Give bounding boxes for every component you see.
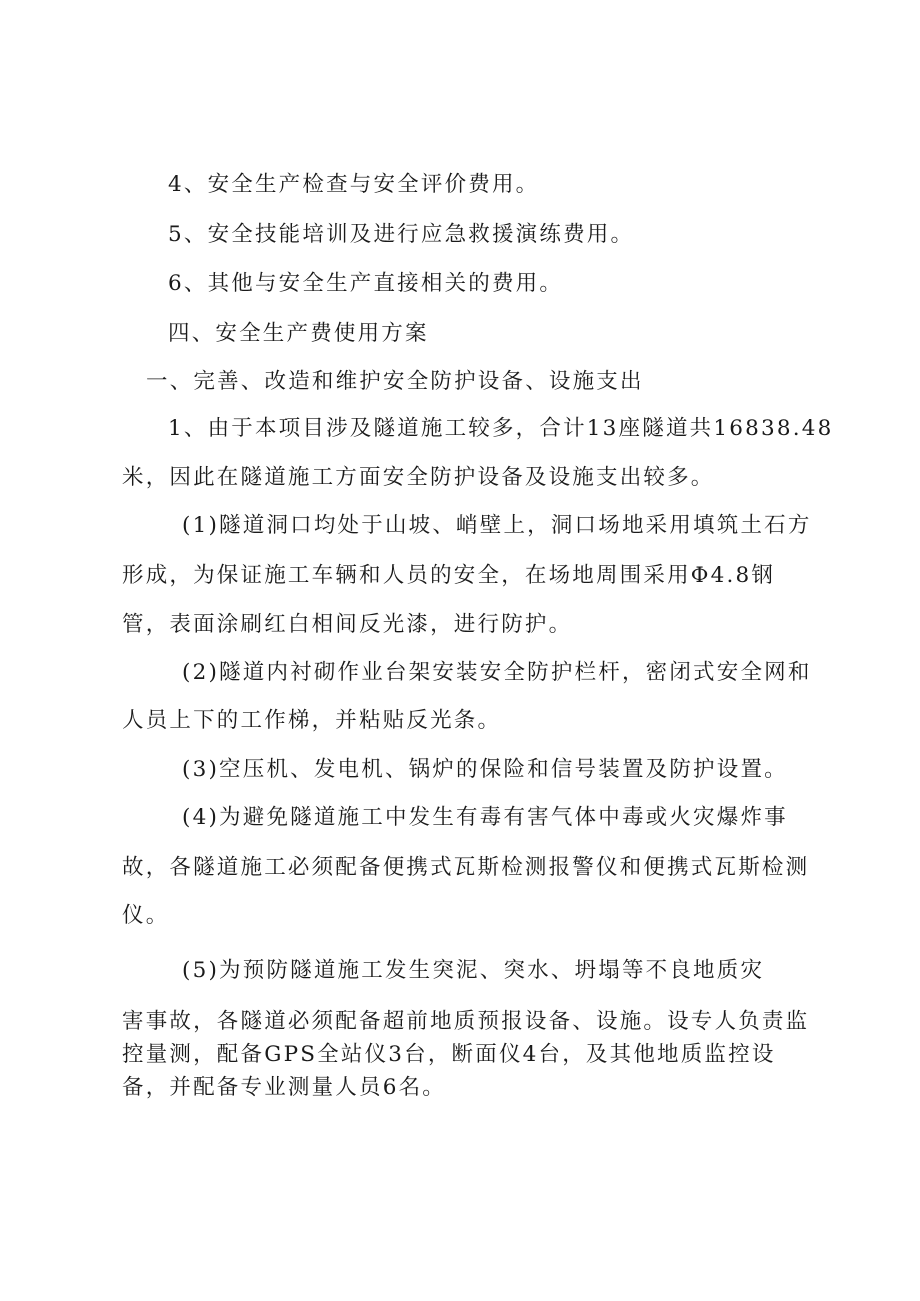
subsection-heading: 一、完善、改造和维护安全防护设备、设施支出 <box>146 369 644 394</box>
paragraph-3-line-1: (2)隧道内衬砌作业台架安装安全防护栏杆，密闭式安全网和 <box>182 660 812 685</box>
paragraph-1-line-1: 1、由于本项目涉及隧道施工较多，合计13座隧道共16838.48 <box>168 416 834 441</box>
list-item-6: 6、其他与安全生产直接相关的费用。 <box>168 271 564 296</box>
paragraph-1-line-2: 米，因此在隧道施工方面安全防护设备及设施支出较多。 <box>122 465 715 490</box>
paragraph-2-line-1: (1)隧道洞口均处于山坡、峭壁上，洞口场地采用填筑土石方 <box>182 513 812 538</box>
paragraph-5-line-1: (4)为避免隧道施工中发生有毒有害气体中毒或火灾爆炸事 <box>182 805 788 830</box>
paragraph-2-line-3: 管，表面涂刷红白相间反光漆，进行防护。 <box>122 612 573 637</box>
paragraph-5-line-2: 故，各隧道施工必须配备便携式瓦斯检测报警仪和便携式瓦斯检测 <box>122 855 810 880</box>
paragraph-3-line-2: 人员上下的工作梯，并粘贴反光条。 <box>122 708 502 733</box>
paragraph-5-line-3: 仪。 <box>122 903 170 928</box>
paragraph-6-line-4: 备，并配备专业测量人员6名。 <box>122 1075 446 1100</box>
paragraph-4-line-1: (3)空压机、发电机、锅炉的保险和信号装置及防护设置。 <box>182 757 788 782</box>
paragraph-6-line-1: (5)为预防隧道施工发生突泥、突水、坍塌等不良地质灾 <box>182 958 765 983</box>
paragraph-6-line-2: 害事故，各隧道必须配备超前地质预报设备、设施。设专人负责监 <box>122 1009 810 1034</box>
paragraph-6-line-3: 控量测，配备GPS全站仪3台，断面仪4台，及其他地质监控设 <box>122 1042 776 1067</box>
list-item-4: 4、安全生产检查与安全评价费用。 <box>168 172 540 197</box>
section-heading: 四、安全生产费使用方案 <box>168 321 429 346</box>
paragraph-2-line-2: 形成，为保证施工车辆和人员的安全，在场地周围采用Φ4.8钢 <box>122 563 776 588</box>
list-item-5: 5、安全技能培训及进行应急救援演练费用。 <box>168 222 635 247</box>
